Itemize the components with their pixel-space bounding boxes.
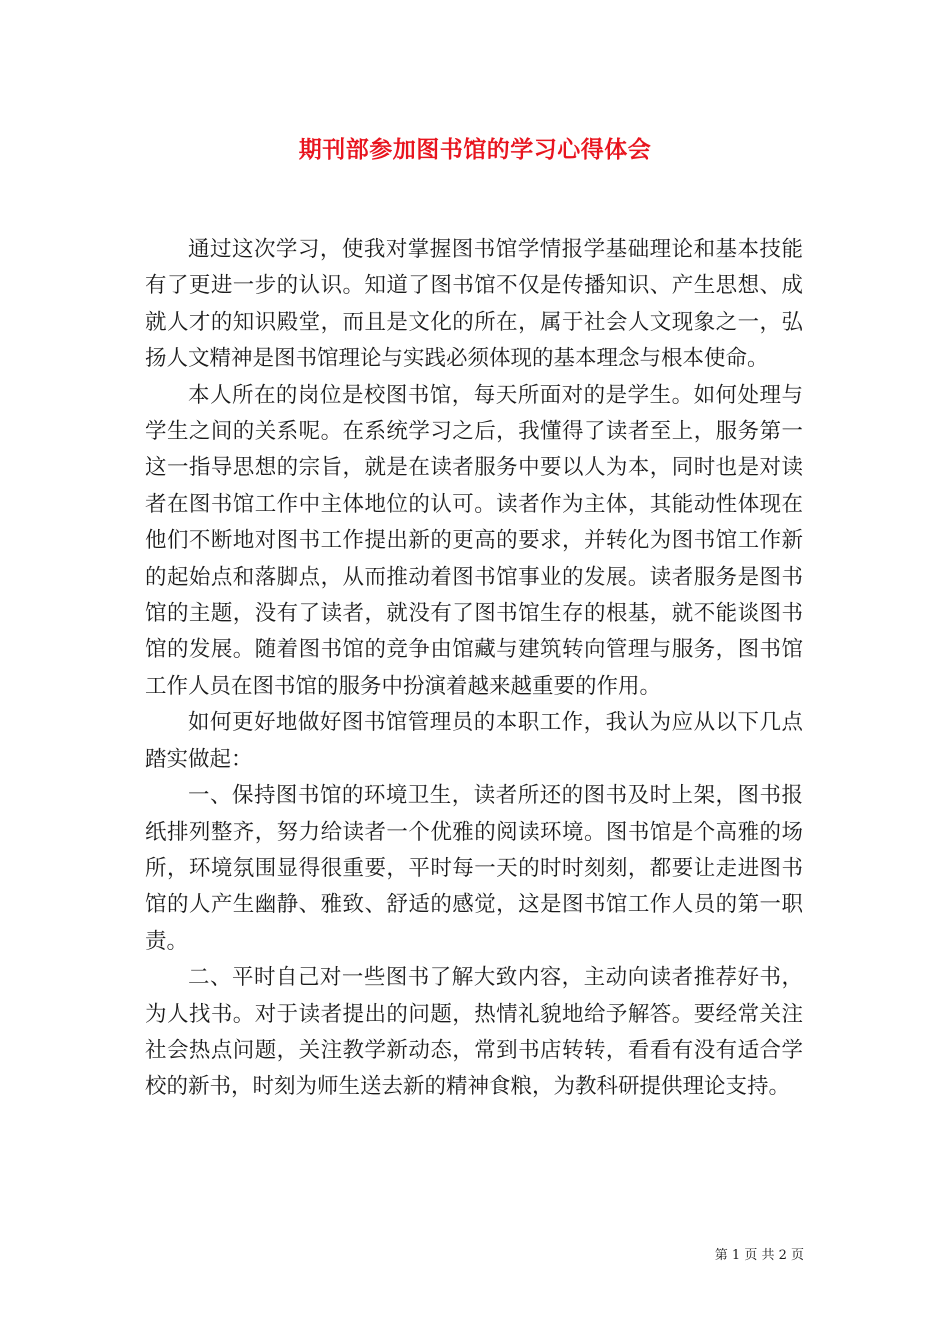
document-body [145,232,803,1106]
paragraph-5: 二、平时自己对一些图书了解大致内容，主动向读者推荐好书，为人找书。对于读者提出的问题，热情礼貌地给予解答。要经常关注社会热点问题，关注教学新动态，常到书店转转，看看有没有适合学校的新书，时刻为师生送去新的精神食粮，为教科研提供理论支持。 [145,965,803,1100]
page-number: 第 1 页 共 2 页 [714,1248,804,1263]
paragraph-4: 一、保持图书馆的环境卫生，读者所还的图书及时上架，图书报纸排列整齐，努力给读者一个优雅的阅读环境。图书馆是个高雅的场所，环境氛围显得很重要，平时每一天的时时刻刻，都要让走进图书馆的人产生幽静、雅致、舒适的感觉，这是图书馆工作人员的第一职责。 [145,783,803,954]
paragraph-2: 本人所在的岗位是校图书馆，每天所面对的是学生。如何处理与学生之间的关系呢。在系统学习之后，我懂得了读者至上，服务第一这一指导思想的宗旨，就是在读者服务中要以人为本，同时也是对读者在图书馆工作中主体地位的认可。读者作为主体，其能动性体现在他们不断地对图书工作提出新的更高的要求，并转化为图书馆工作新的起始点和落脚点，从而推动着图书馆事业的发展。读者服务是图书馆的主题，没有了读者，就没有了图书馆生存的根基，就不能谈图书馆的发展。随着图书馆的竞争由馆藏与建筑转向管理与服务，图书馆工作人员在图书馆的服务中扮演着越来越重要的作用。 [145,382,803,699]
document-title: 期刊部参加图书馆的学习心得体会 [298,136,652,163]
paragraph-1: 通过这次学习，使我对掌握图书馆学情报学基础理论和基本技能有了更进一步的认识。知道了图书馆不仅是传播知识、产生思想、成就人才的知识殿堂，而且是文化的所在，属于社会人文现象之一，弘扬人文精神是图书馆理论与实践必须体现的基本理念与根本使命。 [145,237,803,372]
paragraph-3: 如何更好地做好图书馆管理员的本职工作，我认为应从以下几点踏实做起： [145,710,803,772]
